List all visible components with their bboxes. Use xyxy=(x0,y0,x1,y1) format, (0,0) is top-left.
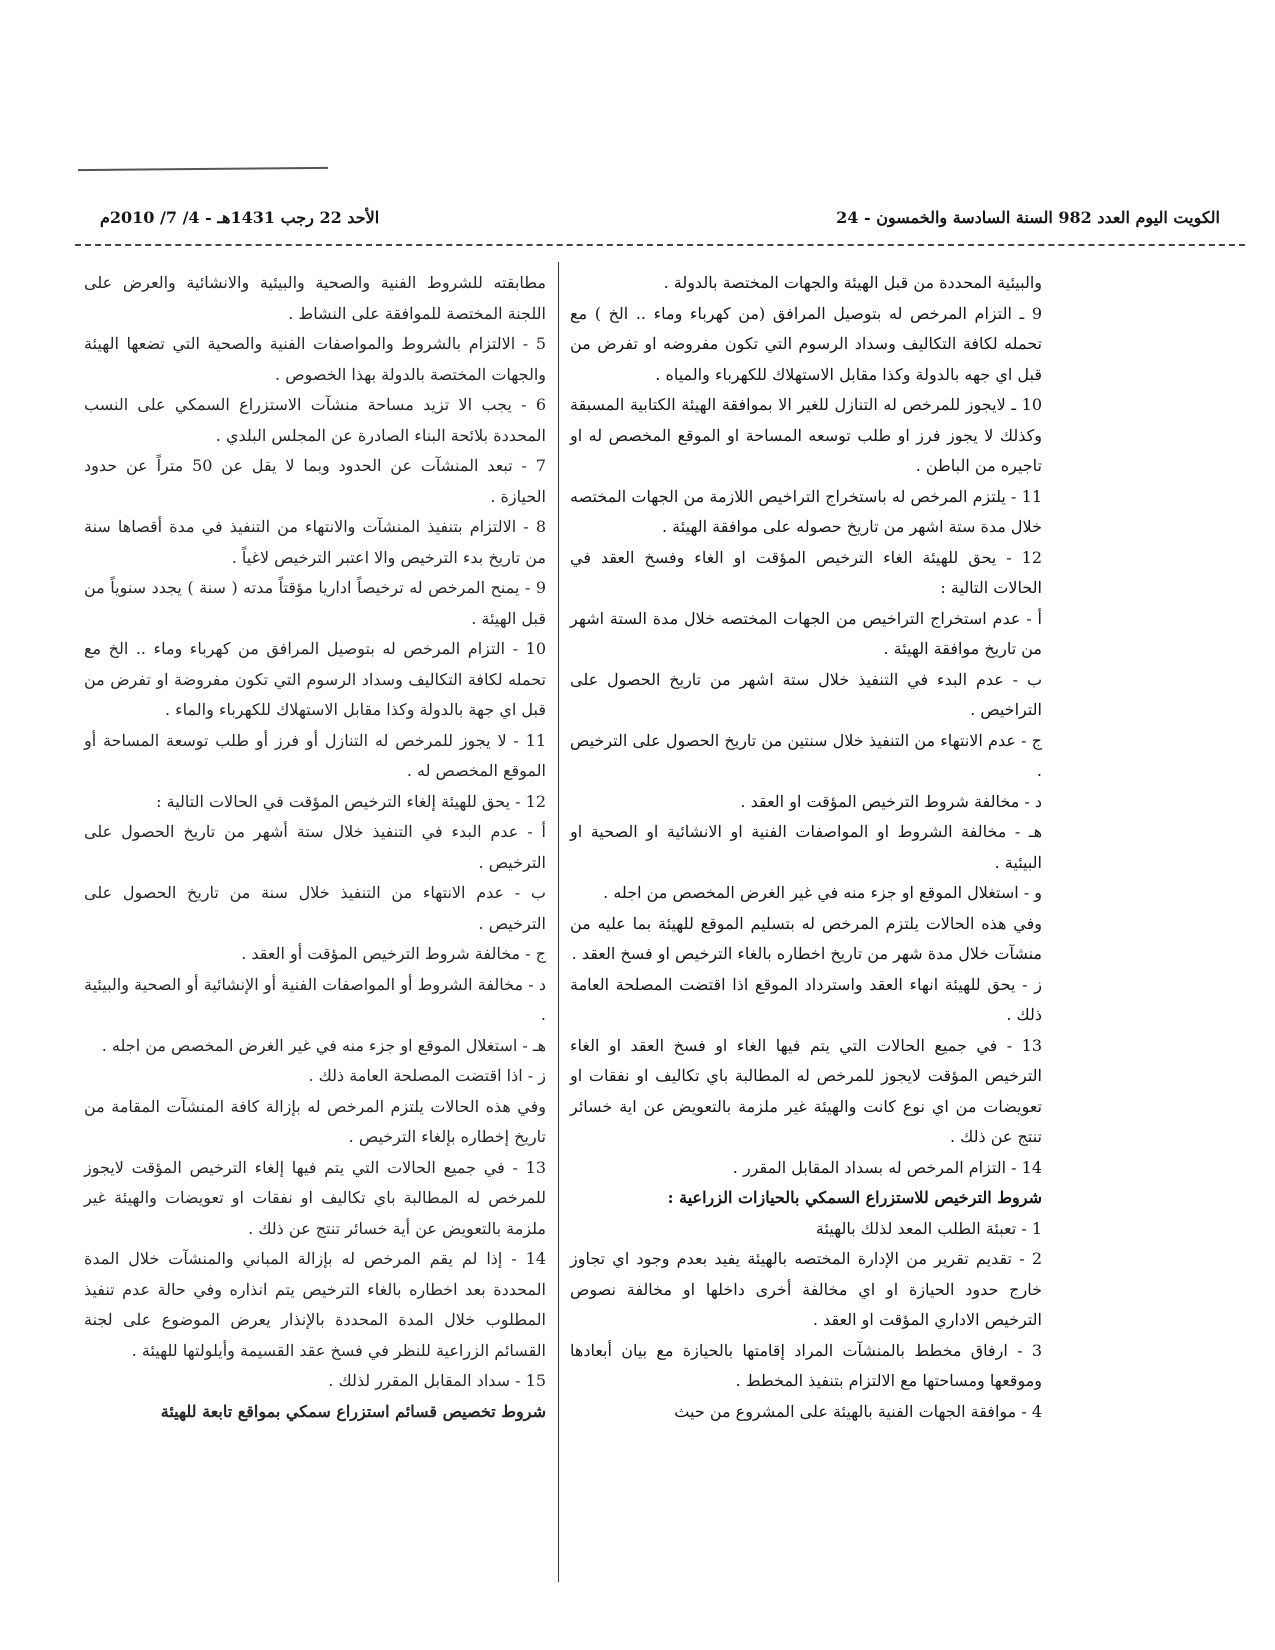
paragraph: 2 - تقديم تقرير من الإدارة المختصه بالهيئة يفيد بعدم وجود اي تجاوز خارج حدود الحيازة او اي مخالفة أخرى داخلها او مخالفة نصوص الترخيص الاداري المؤقت او العقد . xyxy=(570,1249,1042,1329)
paragraph: وفي هذه الحالات يلتزم المرخص له بإزالة كافة المنشآت المقامة من تاريخ إخطاره بإلغاء الترخيص . xyxy=(84,1096,546,1146)
paragraph: هـ - استغلال الموقع او جزء منه في غير الغرض المخصص من اجله . xyxy=(101,1035,546,1055)
top-rule xyxy=(78,167,328,171)
paragraph: 5 - الالتزام بالشروط والمواصفات الفنية والصحية التي تضعها الهيئة والجهات المختصة بالدولة بهذا الخصوص . xyxy=(84,334,546,384)
header-rule xyxy=(75,244,1245,246)
column-divider xyxy=(558,262,559,1582)
paragraph: 9 - يمنح المرخص له ترخيصاً اداريا مؤقتاً مدته ( سنة ) يجدد سنوياً من قبل الهيئة . xyxy=(84,578,546,628)
paragraph: و - استغلال الموقع او جزء منه في غير الغرض المخصص من اجله . xyxy=(603,883,1042,902)
paragraph: 4 - موافقة الجهات الفنية بالهيئة على المشروع من حيث xyxy=(674,1401,1042,1421)
paragraph: 14 - إذا لم يقم المرخص له بإزالة المباني والمنشآت خلال المدة المحددة بعد اخطاره بالغاء الترخيص يتم انذاره وفي حالة عدم تنفيذ المطلوب خلال المدة المحددة بالإنذار يعرض الموضوع على لجنة القسائم الزراعية للنظر في فسخ عقد القسيمة وأيلولتها للهيئة . xyxy=(84,1249,546,1360)
section-heading: شروط تخصيص قسائم استزراع سمكي بمواقع تابعة للهيئة xyxy=(160,1401,546,1421)
paragraph: 12 - يحق للهيئة إلغاء الترخيص المؤقت في الحالات التالية : xyxy=(156,791,546,811)
right-column xyxy=(570,268,1042,1427)
paragraph: مطابقته للشروط الفنية والصحية والبيئية والانشائية والعرض على اللجنة المختصة للموافقة على النشاط . xyxy=(84,273,546,323)
paragraph: وفي هذه الحالات يلتزم المرخص له بتسليم الموقع للهيئة بما عليه من منشآت خلال مدة شهر من تاريخ اخطاره بالغاء الترخيص او فسخ العقد . xyxy=(570,913,1042,963)
paragraph: 12 - يحق للهيئة الغاء الترخيص المؤقت او الغاء وفسخ العقد في الحالات التالية : xyxy=(570,547,1042,597)
paragraph: 13 - في جميع الحالات التي يتم فيها إلغاء الترخيص المؤقت لايجوز للمرخص له المطالبة باي تكاليف او نفقات او تعويضات والهيئة غير ملزمة بالتعويض عن أية خسائر تنتج عن ذلك . xyxy=(84,1157,546,1238)
paragraph: د - مخالفة الشروط أو المواصفات الفنية أو الإنشائية أو الصحية والبيئية . xyxy=(84,974,546,1024)
page-header xyxy=(60,196,1220,236)
paragraph: 1 - تعبئة الطلب المعد لذلك بالهيئة xyxy=(815,1218,1042,1238)
paragraph: 9 ـ التزام المرخص له بتوصيل المرافق (من كهرباء وماء .. الخ ) مع تحمله لكافة التكاليف وسداد الرسوم التي تكون مفروضه او تفرض من قبل اي جهه بالدولة وكذا مقابل الاستهلاك للكهرباء والمياه . xyxy=(570,303,1042,384)
section-heading: شروط الترخيص للاستزراع السمكي بالحيازات الزراعية : xyxy=(667,1188,1042,1207)
paragraph: 6 - يجب الا تزيد مساحة منشآت الاستزراع السمكي على النسب المحددة بلائحة البناء الصادرة عن المجلس البلدي . xyxy=(84,395,546,445)
paragraph: د - مخالفة شروط الترخيص المؤقت او العقد . xyxy=(740,791,1042,811)
paragraph: 13 - في جميع الحالات التي يتم فيها الغاء او فسخ العقد او الغاء الترخيص المؤقت لايجوز للمرخص له المطالبة باي تكاليف او نفقات او تعويضات من اي نوع كانت والهيئة غير ملزمة بالتعويض عن اية خسائر تنتج عن ذلك . xyxy=(570,1035,1042,1146)
paragraph: هـ - مخالفة الشروط او المواصفات الفنية او الانشائية او الصحية او البيئية . xyxy=(570,822,1042,872)
paragraph: والبيئية المحددة من قبل الهيئة والجهات المختصة بالدولة . xyxy=(663,273,1042,292)
paragraph: أ - عدم استخراج التراخيص من الجهات المختصه خلال مدة الستة اشهر من تاريخ موافقة الهيئة . xyxy=(570,608,1043,658)
paragraph: 11 - لا يجوز للمرخص له التنازل أو فرز أو طلب توسعة المساحة أو الموقع المخصص له . xyxy=(84,730,546,780)
paragraph: ز - يحق للهيئة انهاء العقد واسترداد الموقع اذا اقتضت المصلحة العامة ذلك . xyxy=(570,974,1042,1024)
paragraph: ج - مخالفة شروط الترخيص المؤقت أو العقد . xyxy=(241,944,546,963)
paragraph: 11 - يلتزم المرخص له باستخراج التراخيص اللازمة من الجهات المختصه خلال مدة ستة اشهر من تاريخ حصوله على موافقة الهيئة . xyxy=(570,486,1042,536)
paragraph: ب - عدم البدء في التنفيذ خلال ستة اشهر من تاريخ الحصول على التراخيص . xyxy=(570,669,1042,719)
paragraph: 14 - التزام المرخص له بسداد المقابل المقرر . xyxy=(732,1157,1042,1177)
header-date: الأحد 22 رجب 1431هـ - 4/ 7/ 2010م xyxy=(100,208,380,227)
left-column xyxy=(84,268,546,1427)
paragraph: 7 - تبعد المنشآت عن الحدود وبما لا يقل عن 50 متراً عن حدود الحيازة . xyxy=(84,456,547,506)
paragraph: أ - عدم البدء في التنفيذ خلال ستة أشهر من تاريخ الحصول على الترخيص . xyxy=(84,822,546,872)
header-issue-info: الكويت اليوم العدد 982 السنة السادسة والخمسون - 24 xyxy=(836,208,1220,227)
paragraph: ز - اذا اقتضت المصلحة العامة ذلك . xyxy=(308,1066,546,1085)
paragraph: 10 - التزام المرخص له بتوصيل المرافق من كهرباء وماء .. الخ مع تحمله لكافة التكاليف وسداد الرسوم التي تكون مفروضة او تفرض من قبل اي جهة بالدولة وكذا مقابل الاستهلاك للكهرباء والماء . xyxy=(84,639,546,719)
paragraph: 15 - سداد المقابل المقرر لذلك . xyxy=(328,1371,546,1390)
paragraph: 3 - ارفاق مخطط بالمنشآت المراد إقامتها بالحيازة مع بيان أبعادها وموقعها ومساحتها مع الالتزام بتنفيذ المخطط . xyxy=(570,1340,1042,1390)
paragraph: ج - عدم الانتهاء من التنفيذ خلال سنتين من تاريخ الحصول على الترخيص . xyxy=(570,730,1042,780)
paragraph: ب - عدم الانتهاء من التنفيذ خلال سنة من تاريخ الحصول على الترخيص . xyxy=(84,883,546,933)
paragraph: 8 - الالتزام بتنفيذ المنشآت والانتهاء من التنفيذ في مدة أقصاها سنة من تاريخ بدء الترخيص والا اعتبر الترخيص لاغياً . xyxy=(84,517,546,567)
paragraph: 10 ـ لايجوز للمرخص له التنازل للغير الا بموافقة الهيئة الكتابية المسبقة وكذلك لا يجوز فرز او طلب توسعه المساحة او الموقع المخصص له او تاجيره من الباطن . xyxy=(570,395,1042,475)
